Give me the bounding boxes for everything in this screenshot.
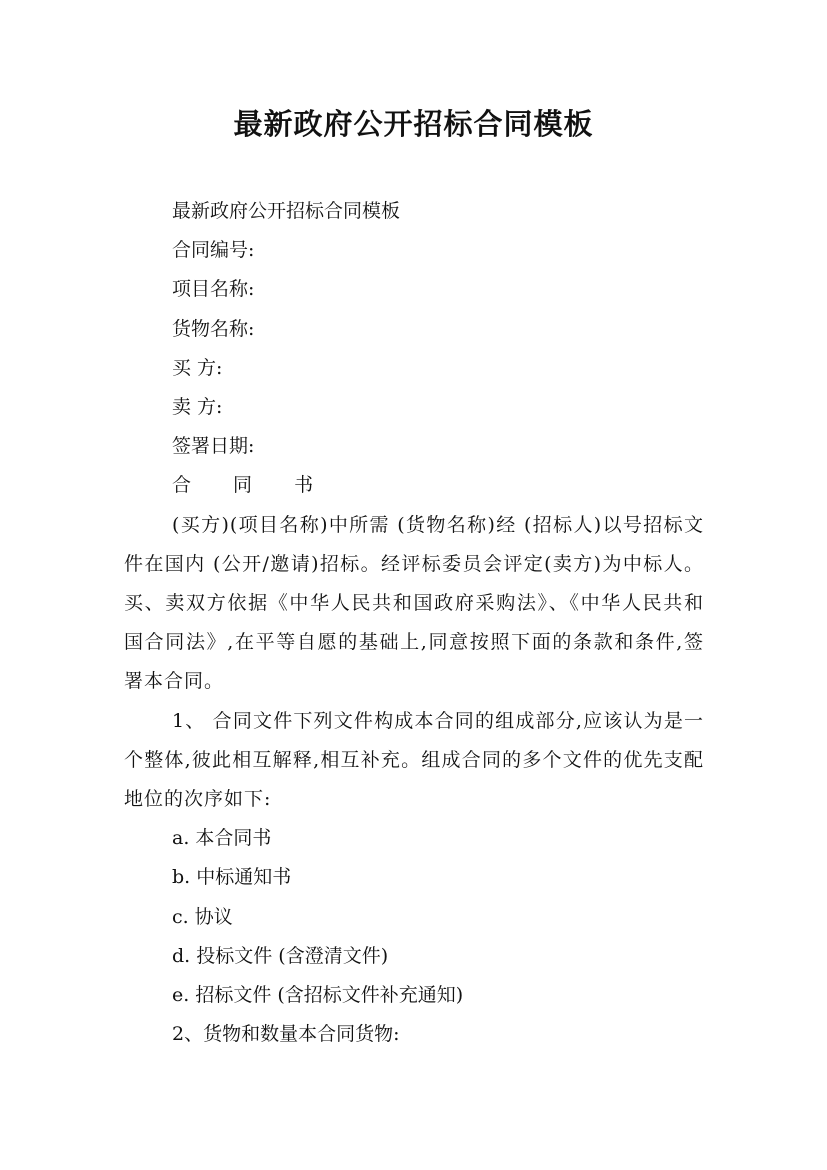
goods-name-label: 货物名称: — [172, 317, 255, 340]
list-item: b. 中标通知书 — [172, 866, 292, 889]
clause-2-line: 2、货物和数量本合同货物: — [172, 1023, 400, 1046]
project-name-label: 项目名称: — [172, 278, 255, 301]
list-item: e. 招标文件 (含招标文件补充通知) — [172, 984, 464, 1007]
list-item: d. 投标文件 (含澄清文件) — [172, 944, 389, 967]
buyer-label: 买 方: — [172, 356, 223, 379]
document-title: 最新政府公开招标合同模板 — [233, 107, 594, 141]
contract-number-label: 合同编号: — [172, 239, 255, 262]
seller-label: 卖 方: — [172, 396, 223, 419]
contract-heading: 合 同 书 — [172, 474, 332, 497]
signing-date-label: 签署日期: — [172, 435, 255, 458]
subtitle-line: 最新政府公开招标合同模板 — [172, 200, 401, 222]
document-body — [124, 192, 704, 1054]
intro-paragraph: (买方)(项目名称)中所需 (货物名称)经 (招标人)以号招标文件在国内 (公开/邀请)招标。经评标委员会评定(卖方)为中标人。买、卖双方依据《中华人民共和国政府采购法》、《中华人民共和国合同法》,在平等自愿的基础上,同意按照下面的条款和条件,签署本合同。 — [124, 513, 704, 693]
list-item: a. 本合同书 — [172, 827, 272, 850]
clause-1-paragraph: 1、 合同文件下列文件构成本合同的组成部分,应该认为是一个整体,彼此相互解释,相互补充。组成合同的多个文件的优先支配地位的次序如下: — [124, 709, 704, 811]
list-item: c. 协议 — [172, 905, 233, 928]
